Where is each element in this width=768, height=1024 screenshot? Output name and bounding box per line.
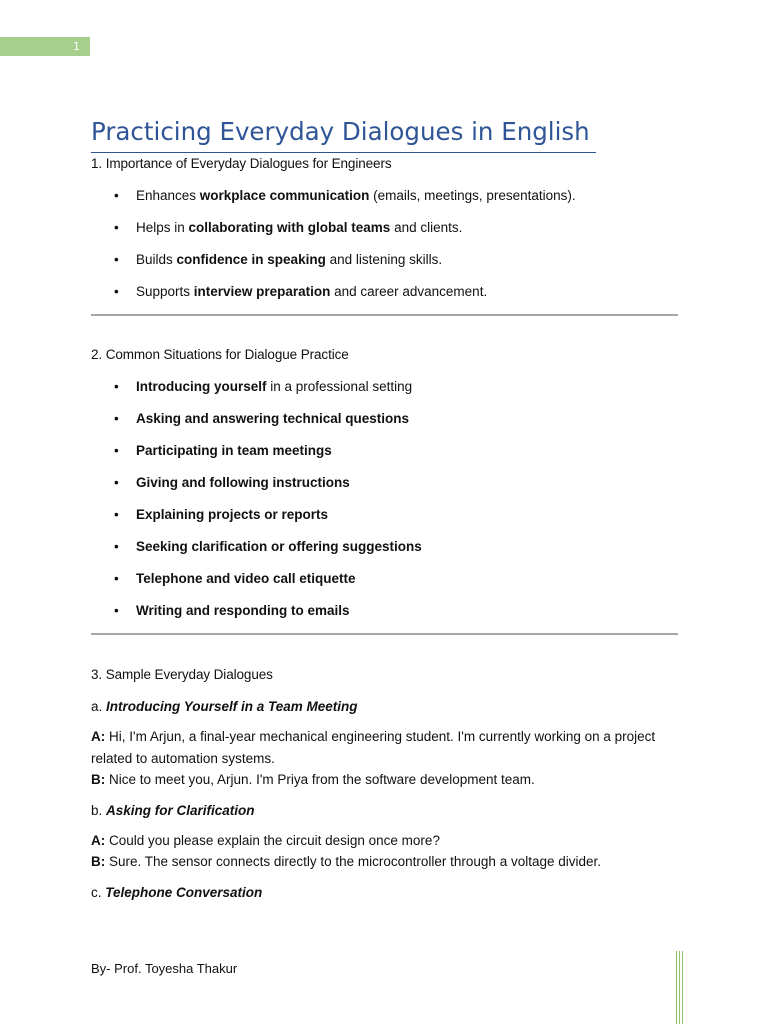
item-bold-text: Participating in team meetings xyxy=(136,443,332,458)
item-text: and clients. xyxy=(390,220,463,235)
section-divider xyxy=(91,314,678,316)
list-item xyxy=(91,251,678,269)
dialogue-a-prefix: a. xyxy=(91,699,107,714)
speaker-label: A: xyxy=(91,729,106,744)
list-item xyxy=(91,570,678,588)
item-text: Enhances xyxy=(136,188,200,203)
document-title: Practicing Everyday Dialogues in English xyxy=(91,112,596,153)
bullet-icon: • xyxy=(114,603,119,618)
section-2 xyxy=(91,346,678,620)
list-item xyxy=(91,283,678,301)
section-3 xyxy=(91,666,678,902)
section-1 xyxy=(91,155,678,301)
dialogue-text: Nice to meet you, Arjun. I'm Priya from the software development team. xyxy=(105,772,535,787)
item-bold-text: Asking and answering technical questions xyxy=(136,411,410,426)
dialogue-line xyxy=(91,851,678,873)
footer-author: By- Prof. Toyesha Thakur xyxy=(91,961,238,976)
bullet-icon: • xyxy=(114,188,119,203)
bullet-icon: • xyxy=(114,539,119,554)
item-bold-text: Telephone and video call etiquette xyxy=(136,571,356,586)
dialogue-line xyxy=(91,726,678,769)
section-2-heading: 2. Common Situations for Dialogue Practice xyxy=(91,347,349,362)
bullet-icon: • xyxy=(114,411,119,426)
dialogue-b-prefix: b. xyxy=(91,802,107,818)
speaker-label: A: xyxy=(91,832,106,848)
dialogue-c-prefix: c. xyxy=(91,884,106,900)
list-item xyxy=(91,602,678,620)
item-bold-text: Introducing yourself xyxy=(136,379,267,394)
section-2-list xyxy=(91,378,678,620)
dialogue-c-heading xyxy=(91,884,678,902)
item-bold-text: Seeking clarification or offering suggestions xyxy=(136,539,422,554)
bullet-icon: • xyxy=(114,475,119,490)
dialogue-text: Could you please explain the circuit design once more? xyxy=(105,832,440,848)
dialogue-b-heading xyxy=(91,802,678,820)
item-bold-text: collaborating with global teams xyxy=(188,220,391,235)
bullet-icon: • xyxy=(114,443,119,458)
item-text: and career advancement. xyxy=(330,284,488,299)
bullet-icon: • xyxy=(114,379,119,394)
list-item xyxy=(91,219,678,237)
dialogue-text: Sure. The sensor connects directly to the microcontroller through a voltage divider. xyxy=(105,854,602,869)
item-bold-text: Writing and responding to emails xyxy=(136,603,350,618)
dialogue-text: Hi, I'm Arjun, a final-year mechanical engineering student. I'm currently working on a project related to automation systems. xyxy=(91,729,656,766)
item-text: Supports xyxy=(136,284,194,299)
item-bold-text: confidence in speaking xyxy=(176,252,326,267)
item-bold-text: Giving and following instructions xyxy=(136,475,350,490)
bullet-icon: • xyxy=(114,220,119,235)
dialogue-a xyxy=(91,726,678,791)
dialogue-a-title: Introducing Yourself in a Team Meeting xyxy=(106,699,358,714)
bullet-icon: • xyxy=(114,507,119,522)
item-text: and listening skills. xyxy=(325,252,443,267)
item-bold-text: Explaining projects or reports xyxy=(136,507,329,522)
dialogue-b xyxy=(91,830,678,873)
bullet-icon: • xyxy=(114,252,119,267)
item-text: Helps in xyxy=(136,220,189,235)
section-divider xyxy=(91,633,678,635)
list-item xyxy=(91,506,678,524)
item-bold-text: workplace communication xyxy=(199,188,370,203)
dialogue-c-title: Telephone Conversation xyxy=(105,884,263,900)
list-item xyxy=(91,378,678,396)
item-text: Builds xyxy=(136,252,177,267)
dialogue-a-heading xyxy=(91,698,678,716)
list-item xyxy=(91,187,678,205)
bullet-icon: • xyxy=(114,284,119,299)
bullet-icon: • xyxy=(114,571,119,586)
margin-decoration xyxy=(676,951,686,1024)
list-item xyxy=(91,410,678,428)
item-text: in a professional setting xyxy=(266,379,413,394)
dialogue-line xyxy=(91,769,678,791)
page-number-tab xyxy=(0,37,90,56)
list-item xyxy=(91,442,678,460)
dialogue-line xyxy=(91,830,678,852)
section-3-heading: 3. Sample Everyday Dialogues xyxy=(91,667,273,682)
section-1-heading: 1. Importance of Everyday Dialogues for Engineers xyxy=(91,156,392,171)
section-1-list xyxy=(91,187,678,301)
speaker-label: B: xyxy=(91,854,106,869)
list-item xyxy=(91,538,678,556)
list-item xyxy=(91,474,678,492)
item-text: (emails, meetings, presentations). xyxy=(369,188,576,203)
dialogue-b-title: Asking for Clarification xyxy=(106,802,255,818)
document-body xyxy=(91,112,678,902)
speaker-label: B: xyxy=(91,772,106,787)
page-number: 1 xyxy=(73,40,80,53)
item-bold-text: interview preparation xyxy=(193,284,331,299)
